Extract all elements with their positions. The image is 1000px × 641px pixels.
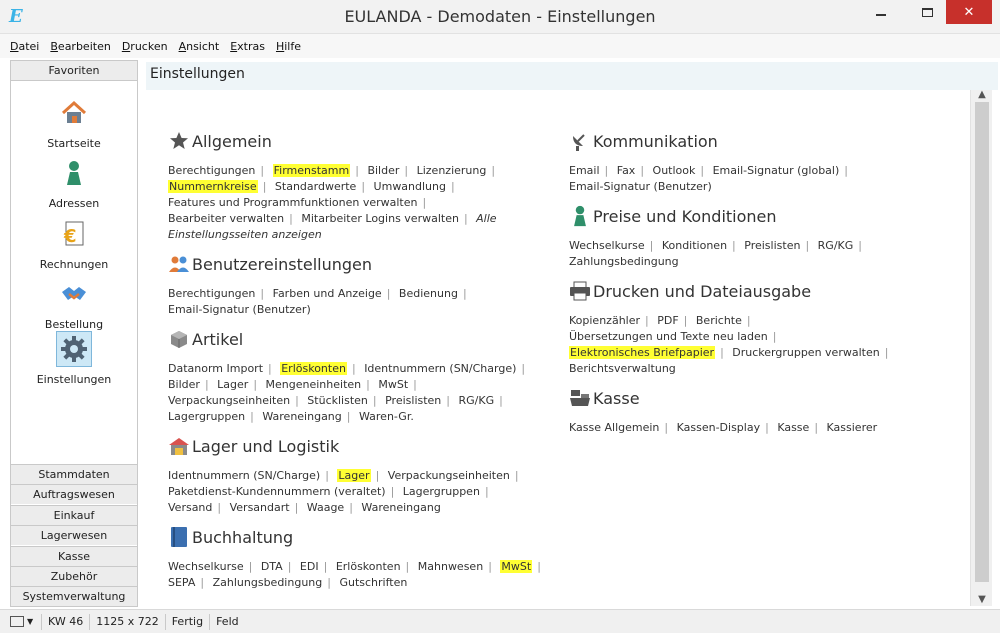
section-header [569,128,939,154]
sidebar-favorite-label: Adressen [48,197,100,210]
link-separator: | [386,287,391,300]
settings-section [168,433,546,516]
sidebar-favorites-header[interactable]: Favoriten [11,61,137,81]
menu-label-rest: nsicht [186,39,220,53]
settings-link[interactable]: PDF [657,314,679,327]
menu-ansicht[interactable] [179,40,220,53]
app-logo-icon[interactable]: E [9,6,23,27]
section-links [168,559,546,591]
link-separator: | [404,164,409,177]
section-title: Lager und Logistik [192,436,340,456]
settings-link[interactable]: Farben und Anzeige [272,287,382,300]
link-separator: | [422,196,427,209]
settings-section [168,326,546,425]
menu-bearbeiten[interactable] [50,40,110,53]
settings-section [168,128,546,243]
sidebar-favorite-startseite[interactable] [11,95,137,150]
sidebar-favorite-label: Bestellung [44,318,104,331]
gear-icon [56,331,92,367]
link-separator: | [514,469,519,482]
svg-text:€: € [64,226,77,247]
section-links [168,361,546,425]
sidebar-favorite-rechnungen[interactable] [11,216,137,271]
title-bar [0,0,1000,34]
settings-link[interactable]: Elektronisches Briefpapier [570,346,715,359]
section-title: Preise und Konditionen [593,206,777,226]
settings-link[interactable]: Versandart [229,501,290,514]
section-title: Benutzereinstellungen [192,254,373,274]
settings-link[interactable]: Lagergruppen [402,485,480,498]
settings-link[interactable]: Lizenzierung [416,164,487,177]
section-title: Allgemein [192,131,272,151]
section-title: Kommunikation [593,131,718,151]
settings-link[interactable]: Zahlungsbedingung [569,255,679,268]
link-separator: | [805,239,810,252]
settings-link[interactable]: Waage [306,501,345,514]
link-separator: | [372,394,377,407]
settings-link[interactable]: Druckergruppen verwalten [732,346,880,359]
settings-link[interactable]: Identnummern (SN/Charge) [168,469,321,482]
settings-link[interactable]: Standardwerte [274,180,357,193]
settings-link[interactable]: Datanorm Import [168,362,264,375]
settings-link[interactable]: Stücklisten [307,394,368,407]
link-separator: | [268,362,272,375]
sidebar-category-stammdaten[interactable]: Stammdaten [11,464,137,484]
link-separator: | [858,239,862,252]
sidebar [10,60,138,607]
settings-link[interactable]: Mitarbeiter Logins verwalten [301,212,459,225]
menu-accelerator: D [121,39,131,53]
settings-link[interactable]: Wareneingang [262,410,342,423]
status-resolution: 1125 x 722 [90,614,166,630]
settings-link[interactable]: Berichte [695,314,742,327]
scroll-thumb[interactable] [975,102,989,582]
settings-section [569,385,939,436]
settings-link[interactable]: Mahnwesen [417,560,484,573]
settings-section [168,524,546,591]
settings-link[interactable]: Outlook [652,164,696,177]
settings-link[interactable]: SEPA [168,576,196,589]
link-separator: | [295,394,299,407]
settings-link[interactable]: RG/KG [817,239,854,252]
section-links [168,163,546,243]
link-separator: | [521,362,526,375]
section-header [168,251,546,277]
menu-accelerator: H [275,39,285,53]
person-icon [569,205,591,227]
link-separator: | [451,180,455,193]
status-state: Fertig [166,614,210,630]
sidebar-favorite-label: Rechnungen [39,258,109,271]
settings-link[interactable]: Wechselkurse [569,239,645,252]
link-separator: | [289,212,293,225]
main-header [146,62,998,90]
settings-link[interactable]: Preislisten [744,239,801,252]
section-title: Drucken und Dateiausgabe [593,281,812,301]
minimize-button[interactable] [858,0,904,24]
settings-link[interactable]: Features und Programmfunktionen verwalten [168,196,418,209]
house-icon [56,95,92,131]
settings-column-left [168,128,546,599]
link-separator: | [355,164,359,177]
section-header [569,278,939,304]
link-separator: | [287,560,292,573]
settings-link[interactable]: Gutschriften [339,576,408,589]
ledger-icon [168,526,190,548]
link-separator: | [351,362,356,375]
link-separator: | [463,212,468,225]
settings-section [569,278,939,377]
settings-link[interactable]: MwSt [501,560,532,573]
menu-extras[interactable] [230,40,265,53]
section-links [569,420,939,436]
status-bar [0,609,1000,633]
settings-link[interactable]: Kassierer [826,421,878,434]
minimize-icon [876,14,886,16]
settings-link[interactable]: Identnummern (SN/Charge) [364,362,517,375]
link-separator: | [200,576,205,589]
sidebar-favorite-label: Einstellungen [36,373,112,386]
link-separator: | [683,314,688,327]
menu-drucken[interactable] [122,40,168,53]
settings-link[interactable]: Bedienung [398,287,458,300]
menu-hilfe[interactable] [276,40,301,53]
star-icon [168,130,190,152]
link-separator: | [390,485,395,498]
settings-link[interactable]: Lagergruppen [168,410,246,423]
link-separator: | [327,576,331,589]
link-separator: | [375,469,380,482]
settings-link[interactable]: Berichtsverwaltung [569,362,676,375]
link-separator: | [446,394,450,407]
link-separator: | [700,164,705,177]
settings-link[interactable]: Konditionen [661,239,728,252]
maximize-button[interactable] [904,0,950,24]
settings-link[interactable]: Email-Signatur (global) [712,164,840,177]
link-separator: | [499,394,503,407]
settings-link[interactable]: Versand [168,501,213,514]
chevron-down-icon: ▼ [27,616,34,626]
settings-link[interactable]: Erlöskonten [281,362,346,375]
close-button[interactable] [946,0,992,24]
menu-accelerator: A [178,39,187,53]
link-separator: | [732,239,736,252]
settings-link[interactable]: DTA [260,560,283,573]
settings-link[interactable]: Umwandlung [373,180,446,193]
settings-link[interactable]: Lager [338,469,370,482]
users-icon [168,253,190,275]
section-title: Artikel [192,329,244,349]
link-separator: | [325,469,329,482]
settings-link[interactable]: Alle Einstellungsseiten anzeigen [168,212,497,241]
settings-link[interactable]: Fax [616,164,636,177]
link-separator: | [746,314,751,327]
section-links [569,313,939,377]
link-separator: | [346,410,351,423]
settings-link[interactable]: Kassen-Display [676,421,761,434]
settings-link[interactable]: Wechselkurse [168,560,244,573]
link-separator: | [248,560,253,573]
link-separator: | [260,287,265,300]
section-header [168,433,546,459]
section-header [168,524,546,550]
link-separator: | [645,314,649,327]
view-switch-button[interactable] [0,614,42,630]
section-header [569,385,939,411]
settings-link[interactable]: Preislisten [385,394,442,407]
section-header [168,326,546,352]
status-week: KW 46 [42,614,90,630]
settings-link[interactable]: Mengeneinheiten [265,378,362,391]
menu-accelerator: E [230,39,238,53]
settings-link[interactable]: Email-Signatur (Benutzer) [168,303,311,316]
section-header [168,128,546,154]
settings-link[interactable]: RG/KG [458,394,495,407]
menu-bar [0,34,1000,58]
sidebar-category-zubehör[interactable]: Zubehör [11,566,137,586]
menu-accelerator: B [50,39,58,53]
window-title: EULANDA - Demodaten - Einstellungen [344,7,656,26]
section-links [168,468,546,516]
sidebar-favorite-einstellungen[interactable] [11,331,137,386]
page-title: Einstellungen [150,66,245,82]
settings-link[interactable]: Verpackungseinheiten [168,394,291,407]
link-separator: | [323,560,328,573]
menu-accelerator: D [10,39,19,53]
settings-link[interactable]: Email [569,164,600,177]
settings-section [569,203,939,270]
settings-link[interactable]: Erlöskonten [335,560,401,573]
section-title: Buchhaltung [192,527,294,547]
menu-label-rest: rucken [130,39,168,53]
settings-link[interactable]: MwSt [378,378,409,391]
settings-link[interactable]: Zahlungsbedingung [212,576,323,589]
link-separator: | [604,164,609,177]
settings-section [569,128,939,195]
section-title: Kasse [593,388,640,408]
close-icon: ✕ [963,4,975,20]
sidebar-category-lagerwesen[interactable]: Lagerwesen [11,525,137,545]
sidebar-favorite-adressen[interactable] [11,155,137,210]
link-separator: | [537,560,541,573]
settings-link[interactable]: Bilder [367,164,400,177]
sidebar-category-auftragswesen[interactable]: Auftragswesen [11,484,137,504]
link-separator: | [772,330,777,343]
handshake-icon [56,276,92,312]
satellite-icon [569,130,591,152]
box-icon [168,328,190,350]
warehouse-icon [168,435,190,457]
link-separator: | [640,164,645,177]
printer-icon [569,280,591,302]
link-separator: | [253,378,258,391]
euro-document-icon [56,216,92,252]
link-separator: | [217,501,222,514]
link-separator: | [260,164,265,177]
settings-link[interactable]: Paketdienst-Kundennummern (veraltet) [168,485,386,498]
menu-label-rest: xtras [237,39,265,53]
link-separator: | [484,485,489,498]
section-links [569,163,939,195]
status-field: Feld [216,614,239,628]
sidebar-favorite-bestellung[interactable] [11,276,137,331]
settings-link[interactable]: Email-Signatur (Benutzer) [569,180,712,193]
link-separator: | [413,378,417,391]
section-header [569,203,939,229]
link-separator: | [262,180,267,193]
link-separator: | [814,421,819,434]
settings-link[interactable]: Wareneingang [361,501,441,514]
sidebar-category-systemverwaltung[interactable]: Systemverwaltung [11,586,137,606]
sidebar-category-kasse[interactable]: Kasse [11,546,137,566]
link-separator: | [664,421,669,434]
section-links [569,238,939,270]
settings-link[interactable]: Nummernkreise [169,180,257,193]
window-view-icon [10,616,24,627]
link-separator: | [844,164,848,177]
link-separator: | [361,180,366,193]
settings-link[interactable]: Bearbeiter verwalten [168,212,285,225]
link-separator: | [488,560,492,573]
link-separator: | [720,346,724,359]
link-separator: | [405,560,410,573]
link-separator: | [765,421,769,434]
menu-datei[interactable] [10,40,39,53]
settings-column-right [569,128,939,444]
link-separator: | [250,410,254,423]
link-separator: | [204,378,209,391]
sidebar-favorite-label: Startseite [47,137,101,150]
settings-link[interactable]: Übersetzungen und Texte neu laden [569,330,768,343]
person-icon [56,155,92,191]
cash-register-icon [569,387,591,409]
link-separator: | [349,501,353,514]
section-links [168,286,546,318]
settings-link[interactable]: Kasse [777,421,810,434]
settings-section [168,251,546,318]
settings-link[interactable]: Berechtigungen [168,287,256,300]
settings-link[interactable]: Bilder [168,378,200,391]
menu-label-rest: earbeiten [57,39,111,53]
vertical-scrollbar[interactable] [970,90,992,606]
settings-link[interactable]: Berechtigungen [168,164,256,177]
settings-link[interactable]: Kasse Allgemein [569,421,660,434]
settings-link[interactable]: Firmenstamm [273,164,350,177]
settings-link[interactable]: Waren-Gr. [358,410,414,423]
link-separator: | [462,287,467,300]
sidebar-category-einkauf[interactable]: Einkauf [11,505,137,525]
menu-label-rest: ilfe [284,39,302,53]
link-separator: | [491,164,496,177]
link-separator: | [366,378,370,391]
scroll-down-icon[interactable]: ▼ [978,594,986,605]
settings-link[interactable]: Lager [217,378,249,391]
settings-link[interactable]: Verpackungseinheiten [387,469,510,482]
settings-link[interactable]: Kopienzähler [569,314,641,327]
scroll-up-icon[interactable]: ▲ [978,89,986,100]
link-separator: | [294,501,299,514]
link-separator: | [884,346,889,359]
maximize-icon [922,8,933,17]
link-separator: | [649,239,654,252]
menu-label-rest: atei [18,39,40,53]
settings-link[interactable]: EDI [299,560,319,573]
